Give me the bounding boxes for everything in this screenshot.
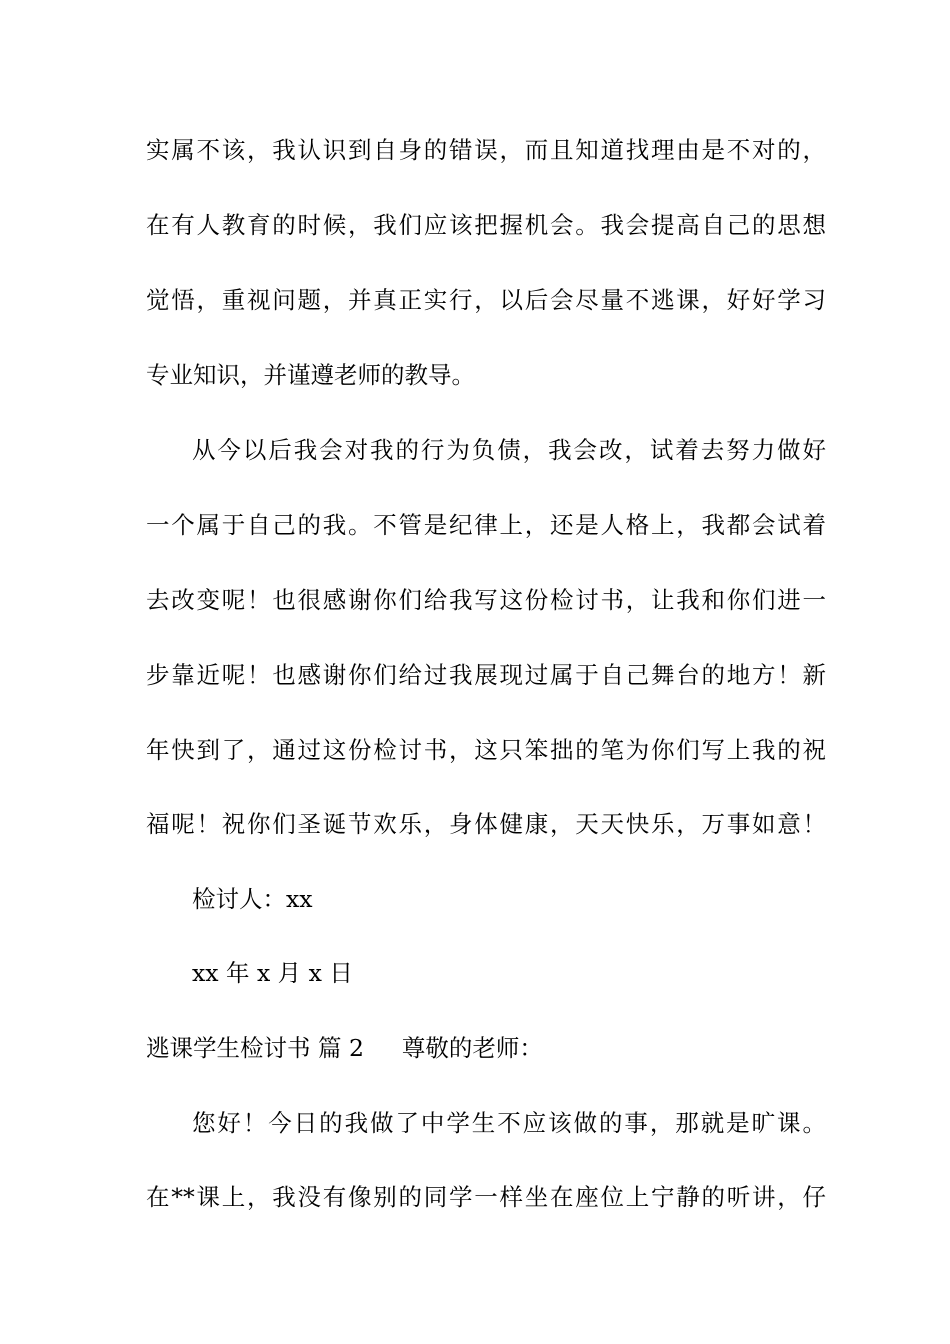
paragraph-2-line-6: 福呢！祝你们圣诞节欢乐，身体健康，天天快乐，万事如意！ [146, 810, 826, 838]
paragraph-2-line-3: 去改变呢！也很感谢你们给我写这份检讨书，让我和你们进一 [146, 586, 826, 614]
paragraph-2-line-5: 年快到了，通过这份检讨书，这只笨拙的笔为你们写上我的祝 [146, 736, 826, 764]
paragraph-2-line-2: 一个属于自己的我。不管是纪律上，还是人格上，我都会试着 [146, 511, 826, 539]
section-2-salutation: 尊敬的老师： [401, 1034, 543, 1062]
paragraph-1-line-2: 在有人教育的时候，我们应该把握机会。我会提高自己的思想 [146, 211, 826, 239]
paragraph-1-line-1: 实属不该，我认识到自身的错误，而且知道找理由是不对的， [146, 136, 826, 164]
paragraph-1-line-4: 专业知识，并谨遵老师的教导。 [146, 361, 475, 389]
date: xx 年 x 月 x 日 [192, 959, 353, 987]
section-2-heading [146, 1028, 826, 1068]
section-2-title: 逃课学生检讨书 篇 2 [146, 1034, 364, 1062]
paragraph-2-line-4: 步靠近呢！也感谢你们给过我展现过属于自己舞台的地方！新 [146, 661, 826, 689]
paragraph-2-line-1: 从今以后我会对我的行为负债，我会改，试着去努力做好 [192, 436, 826, 464]
paragraph-1-line-3: 觉悟，重视问题，并真正实行，以后会尽量不逃课，好好学习 [146, 286, 826, 314]
paragraph-3-line-1: 您好！今日的我做了中学生不应该做的事，那就是旷课。 [192, 1109, 826, 1137]
signature: 检讨人：xx [192, 885, 313, 913]
paragraph-3-line-2: 在**课上，我没有像别的同学一样坐在座位上宁静的听讲，仔 [146, 1183, 826, 1211]
